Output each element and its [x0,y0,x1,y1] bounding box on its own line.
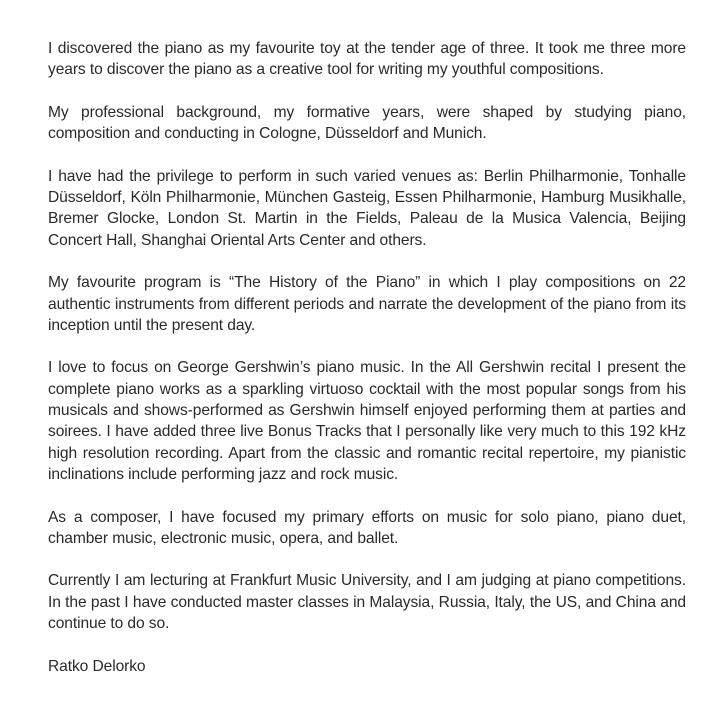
biography-text [48,38,686,677]
paragraph-composer: As a composer, I have focused my primary efforts on music for solo piano, piano duet, chamber music, electronic music, opera, and ballet. [48,508,686,547]
paragraph-program: My favourite program is “The History of the Piano” in which I play compositions on 22 authentic instruments from different periods and narrate the development of the piano from its inception until the present day. [48,274,686,334]
paragraph-venues: I have had the privilege to perform in such varied venues as: Berlin Philharmonie, Tonhalle Düsseldorf, Köln Philharmonie, München Gasteig, Essen Philharmonie, Hamburg Musikhalle, Bremer Glocke, London St. Martin in the Fields, Paleau de la Musica Valencia, Beijing Concert Hall, Shanghai Oriental Arts Center and others. [48,167,686,249]
paragraph-education: My professional background, my formative years, were shaped by studying piano, composition and conducting in Cologne, Düsseldorf and Munich. [48,103,686,143]
signature: Ratko Delorko [48,657,146,675]
paragraph-gershwin: I love to focus on George Gershwin’s piano music. In the All Gershwin recital I present the complete piano works as a sparkling virtuoso cocktail with the most popular songs from his musicals and shows-performed as Gershwin himself enjoyed performing them at parties and soirees. I have added three live Bonus Tracks that I personally like very much to this 192 kHz high resolution recording. Apart from the classic and romantic recital repertoire, my pianistic inclinations include performing jazz and rock music. [48,359,686,483]
paragraph-teaching: Currently I am lecturing at Frankfurt Music University, and I am judging at piano competitions. In the past I have conducted master classes in Malaysia, Russia, Italy, the US, and China and continue to do so. [48,572,686,633]
paragraph-childhood: I discovered the piano as my favourite toy at the tender age of three. It took me three more years to discover the piano as a creative tool for writing my youthful compositions. [48,40,686,79]
